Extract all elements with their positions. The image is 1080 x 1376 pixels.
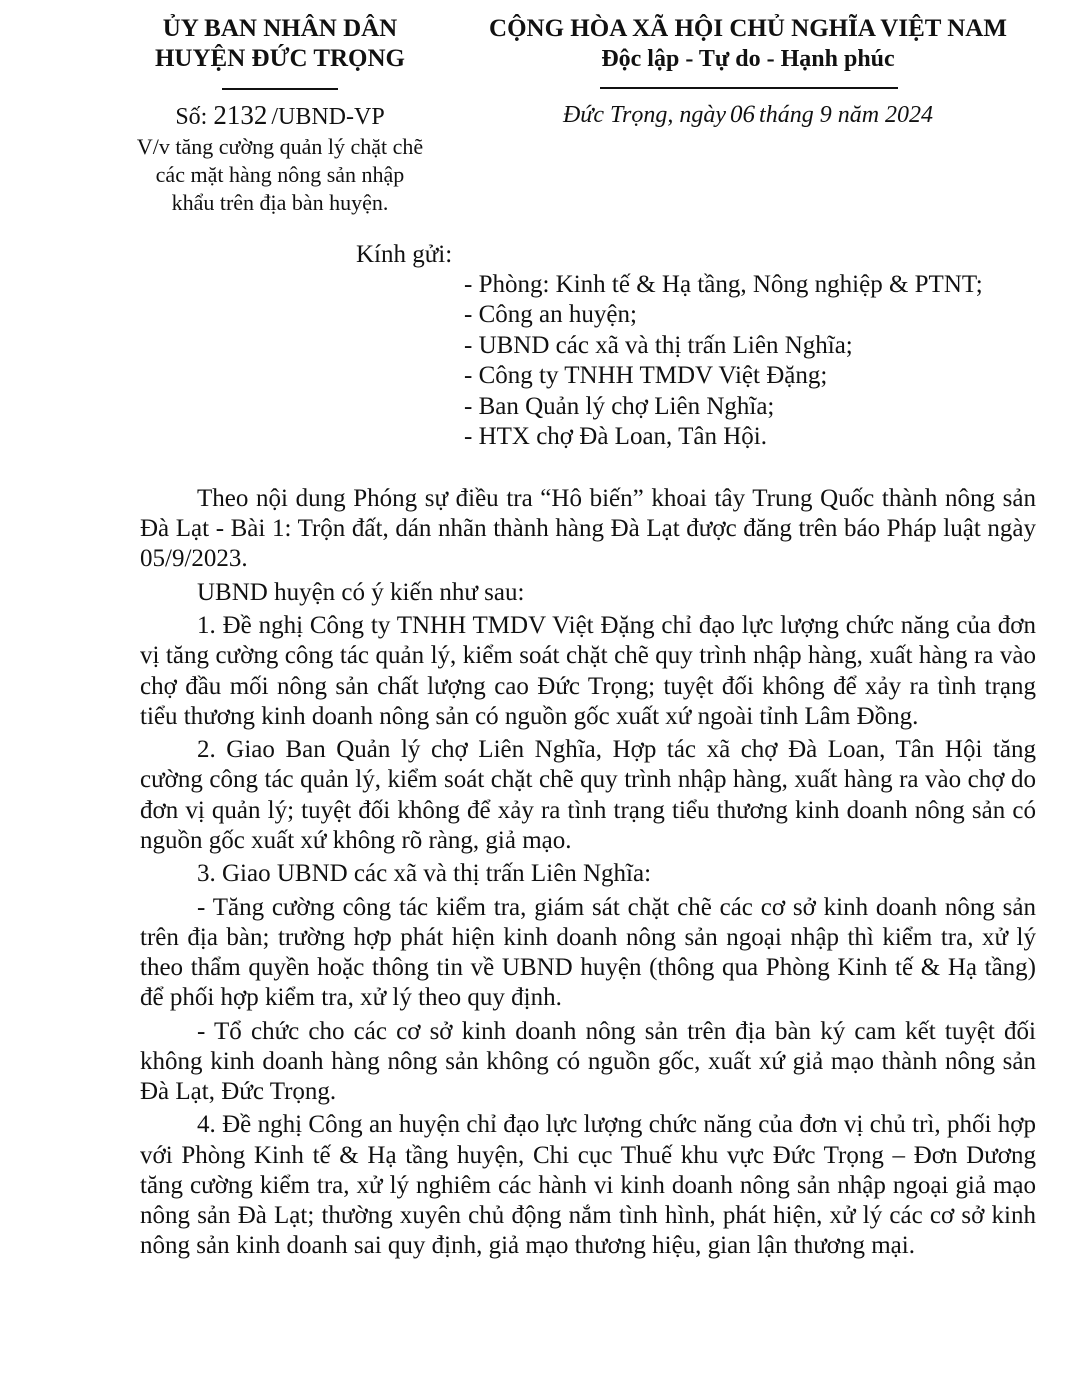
recipient-item: - Công ty TNHH TMDV Việt Đặng; bbox=[464, 362, 828, 390]
recipients-list bbox=[464, 270, 983, 452]
subject-line: khẩu trên địa bàn huyện. bbox=[171, 190, 389, 215]
document-number-suffix: /UBND-VP bbox=[271, 104, 385, 130]
document-body bbox=[140, 484, 1036, 1265]
national-title bbox=[468, 14, 1028, 74]
body-paragraph: - Tổ chức cho các cơ sở kinh doanh nông sản trên địa bàn ký cam kết tuyệt đối không kinh doanh hàng nông sản không có nguồn gốc, xuất xứ giả mạo thành nông sản Đà Lạt, Đức Trọng. bbox=[140, 1017, 1036, 1105]
agency-underline bbox=[222, 88, 338, 90]
body-paragraph: UBND huyện có ý kiến như sau: bbox=[197, 578, 525, 606]
subject-line: các mặt hàng nông sản nhập bbox=[155, 162, 405, 187]
body-paragraph: 2. Giao Ban Quản lý chợ Liên Nghĩa, Hợp tác xã chợ Đà Loan, Tân Hội tăng cường công tác quản lý, kiểm soát chặt chẽ quy trình nhập hàng, xuất hàng ra vào chợ do đơn vị quản lý; tuyệt đối không để xảy ra tình trạng tiểu thương kinh doanh nông sản có nguồn gốc xuất xứ không rõ ràng, giả mạo. bbox=[140, 736, 1036, 854]
date-day: 06 bbox=[730, 101, 756, 128]
recipient-item: - Phòng: Kinh tế & Hạ tầng, Nông nghiệp & PTNT; bbox=[464, 271, 983, 298]
subject-line: V/v tăng cường quản lý chặt chẽ bbox=[136, 134, 424, 159]
body-paragraph: 1. Đề nghị Công ty TNHH TMDV Việt Đặng chỉ đạo lực lượng chức năng của đơn vị tăng cường công tác quản lý, kiểm soát chặt chẽ quy trình nhập hàng, xuất hàng ra vào chợ đầu mối nông sản chất lượng cao Đức Trọng; tuyệt đối không để xảy ra tình trạng tiểu thương kinh doanh nông sản có nguồn gốc xuất xứ ngoài tỉnh Lâm Đồng. bbox=[140, 612, 1036, 730]
document-date bbox=[468, 100, 1028, 130]
document-number-label: Số: bbox=[175, 104, 208, 130]
recipient-item: - Công an huyện; bbox=[464, 301, 637, 329]
document-number bbox=[120, 100, 440, 132]
date-prefix: Đức Trọng, ngày bbox=[562, 102, 727, 128]
recipients-label: Kính gửi: bbox=[356, 241, 453, 268]
body-paragraph: Theo nội dung Phóng sự điều tra “Hô biến” khoai tây Trung Quốc thành nông sản Đà Lạt - Bài 1: Trộn đất, dán nhãn thành hàng Đà Lạt được đăng trên báo Pháp luật ngày 05/9/2023. bbox=[140, 485, 1036, 573]
issuing-agency bbox=[120, 14, 440, 74]
document-subject bbox=[120, 133, 440, 217]
body-paragraph: - Tăng cường công tác kiểm tra, giám sát chặt chẽ các cơ sở kinh doanh nông sản trên địa bàn; trường hợp phát hiện kinh doanh nông sản ngoại nhập thì kiểm tra, xử lý theo thẩm quyền hoặc thông tin về UBND huyện (thông qua Phòng Kinh tế & Hạ tầng) để phối hợp kiểm tra, xử lý theo quy định. bbox=[140, 893, 1036, 1012]
date-suffix: tháng 9 năm 2024 bbox=[759, 102, 934, 128]
agency-name-line2: HUYỆN ĐỨC TRỌNG bbox=[154, 45, 405, 72]
place-and-date bbox=[468, 100, 1028, 130]
agency-name-line1: ỦY BAN NHÂN DÂN bbox=[162, 15, 398, 42]
body-paragraph: 4. Đề nghị Công an huyện chỉ đạo lực lượng chức năng của đơn vị chủ trì, phối hợp với Phòng Kinh tế & Hạ tầng huyện, Chi cục Thuế khu vực Đức Trọng – Đơn Dương tăng cường kiểm tra, xử lý nghiêm các hành vi kinh doanh nông sản nhập ngoại giả mạo nông sản Đà Lạt; thường xuyên chủ động nắm tình hình, phát hiện, xử lý các cơ sở kinh nông sản kinh doanh sai quy định, giả mạo thương hiệu, gian lận thương mại. bbox=[140, 1111, 1036, 1260]
motto-underline bbox=[600, 87, 898, 89]
recipient-item: - UBND các xã và thị trấn Liên Nghĩa; bbox=[464, 331, 853, 359]
recipient-item: - HTX chợ Đà Loan, Tân Hội. bbox=[464, 423, 767, 451]
document-reference bbox=[120, 100, 440, 217]
body-paragraph: 3. Giao UBND các xã và thị trấn Liên Nghĩa: bbox=[197, 860, 652, 888]
national-motto: Độc lập - Tự do - Hạnh phúc bbox=[601, 46, 895, 72]
document-header bbox=[0, 14, 1080, 94]
nation-name: CỘNG HÒA XÃ HỘI CHỦ NGHĨA VIỆT NAM bbox=[489, 15, 1007, 42]
recipient-item: - Ban Quản lý chợ Liên Nghĩa; bbox=[464, 392, 775, 420]
document-number-value: 2132 bbox=[213, 100, 268, 130]
